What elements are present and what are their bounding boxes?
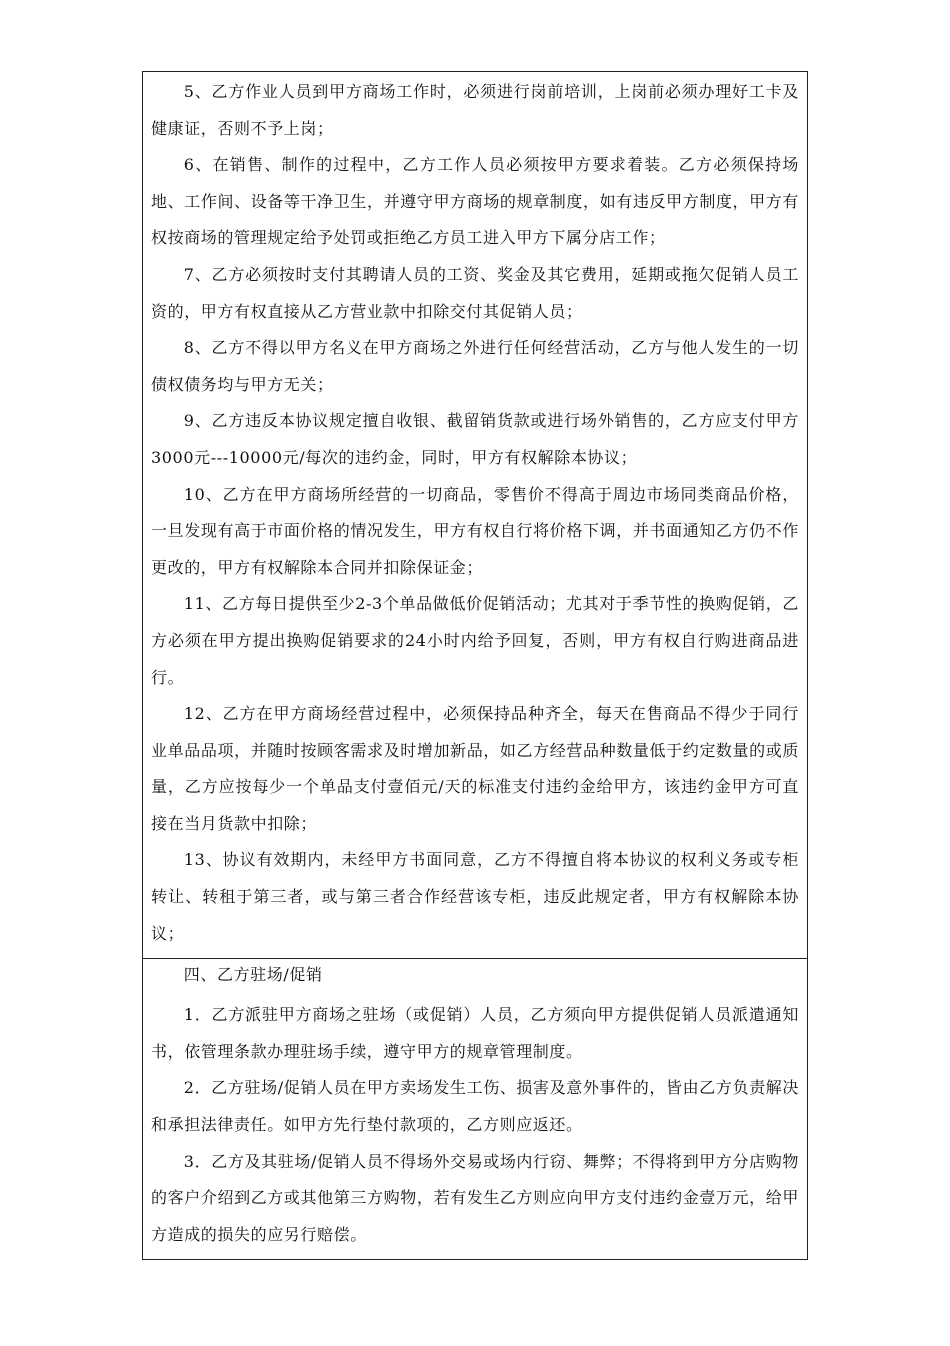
clause-13: 13、协议有效期内，未经甲方书面同意，乙方不得擅自将本协议的权利义务或专柜转让、转租于第三者，或与第三者合作经营该专柜，违反此规定者，甲方有权解除本协议；	[151, 850, 799, 943]
section-four-heading: 四、乙方驻场/促销	[183, 965, 323, 985]
contract-table	[142, 71, 808, 1260]
section-four-cell	[143, 958, 807, 1259]
clause-11: 11、乙方每日提供至少2-3个单品做低价促销活动；尤其对于季节性的换购促销，乙方必须在甲方提出换购促销要求的24小时内给予回复，否则，甲方有权自行购进商品进行。	[151, 594, 799, 687]
section-three-cell	[143, 72, 807, 958]
clause-12: 12、乙方在甲方商场经营过程中，必须保持品种齐全，每天在售商品不得少于同行业单品品项，并随时按顾客需求及时增加新品，如乙方经营品种数量低于约定数量的或质量，乙方应按每少一个单品支付壹佰元/天的标准支付违约金给甲方，该违约金甲方可直接在当月货款中扣除；	[151, 704, 799, 833]
clause-10: 10、乙方在甲方商场所经营的一切商品，零售价不得高于周边市场同类商品价格，一旦发现有高于市面价格的情况发生，甲方有权自行将价格下调，并书面通知乙方仍不作更改的，甲方有权解除本合同并扣除保证金；	[151, 484, 799, 577]
clause-7: 7、乙方必须按时支付其聘请人员的工资、奖金及其它费用，延期或拖欠促销人员工资的，甲方有权直接从乙方营业款中扣除交付其促销人员；	[151, 264, 799, 321]
clause-9: 9、乙方违反本协议规定擅自收银、截留销货款或进行场外销售的，乙方应支付甲方3000元---10000元/每次的违约金，同时，甲方有权解除本协议；	[151, 411, 799, 467]
section-four-clause-2: 2．乙方驻场/促销人员在甲方卖场发生工伤、损害及意外事件的，皆由乙方负责解决和承担法律责任。如甲方先行垫付款项的，乙方则应返还。	[151, 1078, 799, 1135]
clause-6: 6、在销售、制作的过程中，乙方工作人员必须按甲方要求着装。乙方必须保持场地、工作间、设备等干净卫生，并遵守甲方商场的规章制度，如有违反甲方制度，甲方有权按商场的管理规定给予处罚或拒绝乙方员工进入甲方下属分店工作；	[151, 155, 799, 248]
clause-8: 8、乙方不得以甲方名义在甲方商场之外进行任何经营活动，乙方与他人发生的一切债权债务均与甲方无关；	[151, 338, 799, 394]
clause-5: 5、乙方作业人员到甲方商场工作时，必须进行岗前培训，上岗前必须办理好工卡及健康证，否则不予上岗；	[151, 82, 799, 138]
section-four-clause-3: 3．乙方及其驻场/促销人员不得场外交易或场内行窃、舞弊；不得将到甲方分店购物的客户介绍到乙方或其他第三方购物，若有发生乙方则应向甲方支付违约金壹万元，给甲方造成的损失的应另行赔偿。	[151, 1151, 799, 1244]
section-four-clause-1: 1．乙方派驻甲方商场之驻场（或促销）人员，乙方须向甲方提供促销人员派遣通知书，依管理条款办理驻场手续，遵守甲方的规章管理制度。	[151, 1005, 799, 1061]
